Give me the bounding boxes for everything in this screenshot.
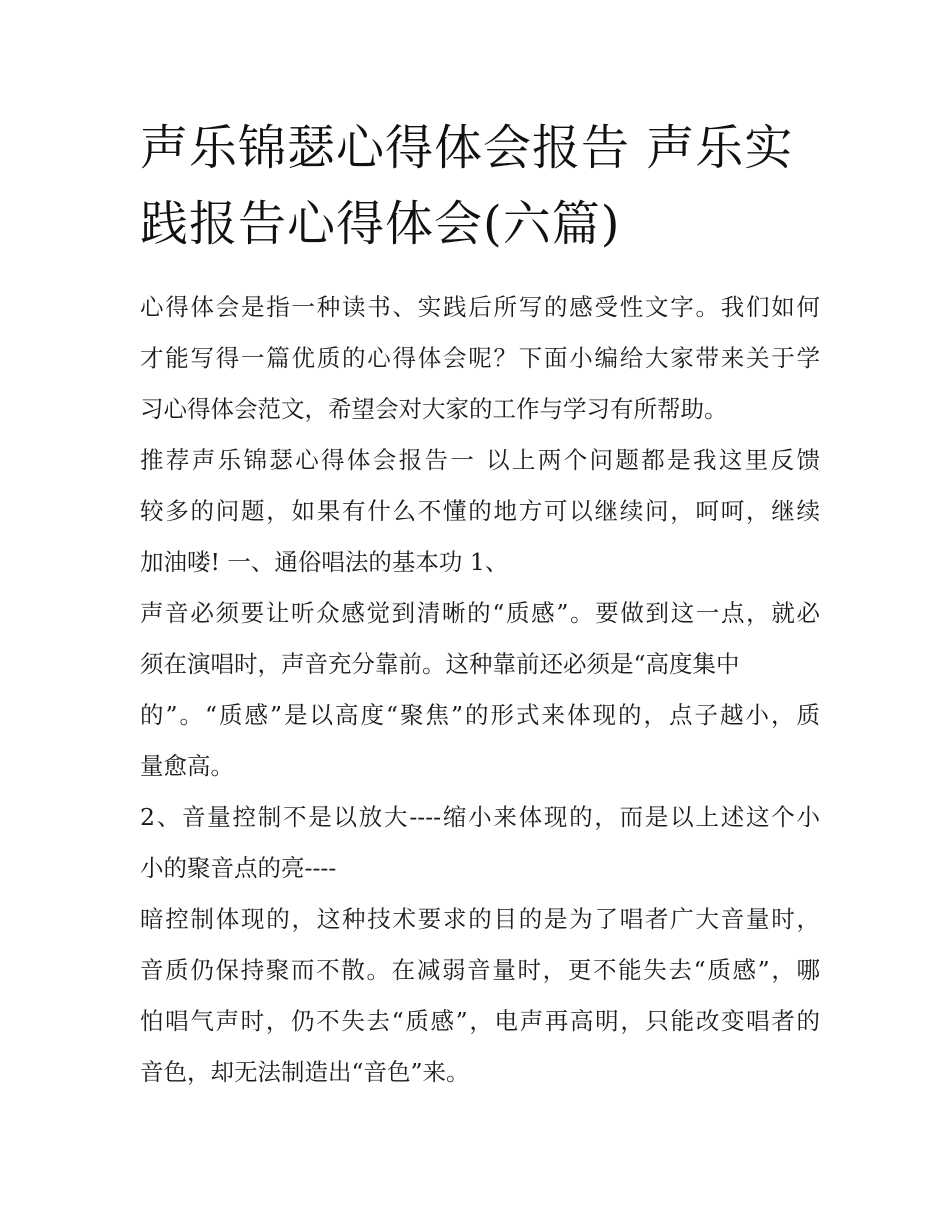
document-body [140, 282, 820, 1098]
body-line: 加油喽! 一、通俗唱法的基本功 1、 [140, 548, 509, 576]
body-line: 音质仍保持聚而不散。在减弱音量时，更不能失去“质感”，哪 [140, 956, 820, 984]
body-line: 的”。“质感”是以高度“聚焦”的形式来体现的，点子越小，质 [140, 701, 820, 729]
body-line: 心得体会是指一种读书、实践后所写的感受性文字。我们如何 [140, 293, 820, 321]
body-line: 音色，却无法制造出“音色”来。 [140, 1058, 470, 1086]
body-line: 小的聚音点的亮---- [140, 854, 337, 882]
body-line: 才能写得一篇优质的心得体会呢？下面小编给大家带来关于学 [140, 344, 820, 372]
body-line: 2、音量控制不是以放大----缩小来体现的，而是以上述这个小 [140, 803, 820, 831]
body-line: 暗控制体现的，这种技术要求的目的是为了唱者广大音量时， [140, 905, 820, 933]
body-line: 须在演唱时，声音充分靠前。这种靠前还必须是“高度集中 [140, 650, 740, 678]
body-line: 较多的问题，如果有什么不懂的地方可以继续问，呵呵，继续 [140, 497, 820, 525]
body-line: 怕唱气声时，仍不失去“质感”，电声再高明，只能改变唱者的 [140, 1007, 820, 1035]
body-line: 习心得体会范文，希望会对大家的工作与学习有所帮助。 [140, 395, 728, 423]
body-line: 声音必须要让听众感觉到清晰的“质感”。要做到这一点，就必 [140, 599, 820, 627]
body-line: 推荐声乐锦瑟心得体会报告一 以上两个问题都是我这里反馈 [140, 446, 820, 474]
title-line: 声乐锦瑟心得体会报告 声乐实 [140, 120, 794, 176]
body-line: 量愈高。 [140, 752, 234, 780]
document-title [140, 110, 820, 262]
title-line: 践报告心得体会(六篇) [140, 196, 621, 252]
